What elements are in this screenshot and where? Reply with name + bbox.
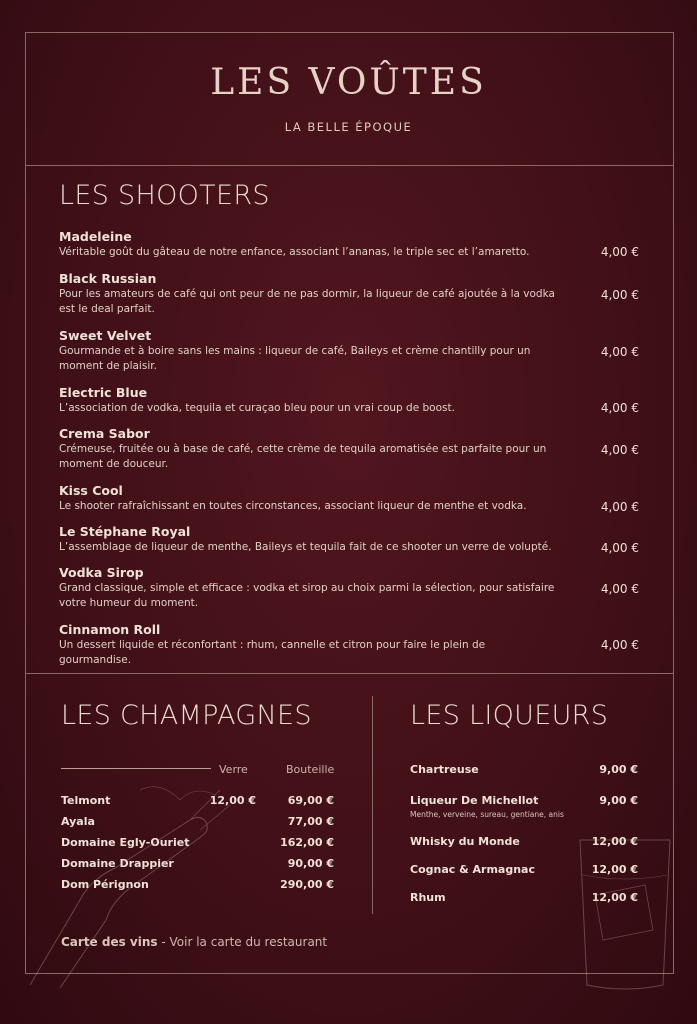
wine-list-link[interactable]: Voir la carte du restaurant: [169, 935, 328, 949]
liqueur-price: 9,00 €: [599, 794, 638, 807]
whisky-glass-illustration: [575, 835, 675, 995]
shooter-name: Sweet Velvet: [59, 328, 152, 343]
shooter-desc: L’association de vodka, tequila et curaçao bleu pour un vrai coup de boost.: [59, 402, 455, 414]
shooter-item: [59, 327, 639, 374]
liqueurs-title: LES LIQUEURS: [410, 700, 609, 731]
liqueur-price: 12,00 €: [591, 891, 638, 904]
footer-separator: -: [157, 935, 170, 949]
shooter-item: [59, 384, 639, 416]
shooter-price: 4,00 €: [600, 443, 639, 457]
shooter-name: Kiss Cool: [59, 483, 123, 498]
liqueur-name: Whisky du Monde: [410, 835, 520, 848]
shooter-item: [59, 621, 639, 668]
shooter-desc: Gourmande et à boire sans les mains : liqueur de café, Baileys et crème chantilly pour un moment de plaisir.: [59, 345, 531, 372]
champagne-bottle-price: 162,00 €: [280, 836, 334, 849]
champagne-glass-price: 12,00 €: [209, 794, 256, 807]
column-divider: [372, 696, 373, 914]
shooter-name: Black Russian: [59, 271, 157, 286]
liqueur-name: Liqueur De Michellot: [410, 794, 539, 807]
shooter-name: Le Stéphane Royal: [59, 524, 191, 539]
shooters-divider: [25, 673, 674, 674]
shooter-desc: Pour les amateurs de café qui ont peur de ne pas dormir, la liqueur de café ajoutée à la vodka est le deal parfait.: [59, 288, 555, 315]
liqueur-name: Cognac & Armagnac: [410, 863, 536, 876]
shooter-desc: Le shooter rafraîchissant en toutes circonstances, associant liqueur de menthe et vodka.: [59, 500, 527, 512]
shooter-name: Vodka Sirop: [59, 565, 144, 580]
shooter-price: 4,00 €: [600, 245, 639, 259]
shooter-name: Electric Blue: [59, 385, 148, 400]
shooter-price: 4,00 €: [600, 541, 639, 555]
champagne-bottle-price: 77,00 €: [287, 815, 334, 828]
champagne-name: Telmont: [61, 794, 111, 807]
restaurant-subtitle: LA BELLE ÉPOQUE: [284, 120, 413, 134]
shooters-title: LES SHOOTERS: [59, 180, 270, 211]
shooter-desc: Un dessert liquide et réconfortant : rhum, cannelle et citron pour faire le plein de gourmandise.: [59, 639, 486, 666]
shooter-price: 4,00 €: [600, 345, 639, 359]
shooter-name: Madeleine: [59, 229, 132, 244]
shooter-price: 4,00 €: [600, 500, 639, 514]
wine-list-label: Carte des vins: [61, 935, 158, 949]
shooter-item: [59, 270, 639, 317]
champagne-name: Domaine Egly-Ouriet: [61, 836, 190, 849]
col-bouteille-header: Bouteille: [286, 763, 335, 776]
champagne-bottle-price: 69,00 €: [287, 794, 334, 807]
liqueur-price: 12,00 €: [591, 863, 638, 876]
shooter-item: [59, 482, 639, 514]
restaurant-title: LES VOÛTES: [210, 62, 487, 103]
liqueur-name: Chartreuse: [410, 763, 479, 776]
shooter-item: [59, 425, 639, 472]
liqueur-price: 12,00 €: [591, 835, 638, 848]
champagne-bottle-price: 290,00 €: [280, 878, 334, 891]
shooter-price: 4,00 €: [600, 401, 639, 415]
shooter-name: Crema Sabor: [59, 426, 150, 441]
shooter-price: 4,00 €: [600, 582, 639, 596]
shooter-price: 4,00 €: [600, 288, 639, 302]
col-verre-header: Verre: [219, 763, 248, 776]
header-divider: [25, 165, 674, 166]
shooter-price: 4,00 €: [600, 638, 639, 652]
champagne-bottle-illustration: [20, 760, 240, 990]
shooter-desc: Véritable goût du gâteau de notre enfance, associant l’ananas, le triple sec et l’amaretto.: [59, 246, 530, 258]
liqueur-subtitle: Menthe, verveine, sureau, gentiane, anis: [410, 810, 564, 819]
shooter-item: [59, 564, 639, 611]
champagne-name: Ayala: [61, 815, 95, 828]
shooter-item: [59, 228, 639, 260]
champagne-name: Domaine Drappier: [61, 857, 174, 870]
champagnes-title: LES CHAMPAGNES: [61, 700, 312, 731]
shooter-item: [59, 523, 639, 555]
champagne-name: Dom Pérignon: [61, 878, 149, 891]
liqueur-price: 9,00 €: [599, 763, 638, 776]
shooter-desc: Crémeuse, fruitée ou à base de café, cette crème de tequila aromatisée est parfaite pour un moment de douceur.: [59, 443, 547, 470]
shooter-desc: Grand classique, simple et efficace : vodka et sirop au choix parmi la sélection, pour satisfaire votre humeur du moment.: [59, 582, 555, 609]
shooter-name: Cinnamon Roll: [59, 622, 161, 637]
champagne-bottle-price: 90,00 €: [287, 857, 334, 870]
liqueur-name: Rhum: [410, 891, 446, 904]
shooter-desc: L’assemblage de liqueur de menthe, Baileys et tequila fait de ce shooter un verre de volupté.: [59, 541, 552, 553]
